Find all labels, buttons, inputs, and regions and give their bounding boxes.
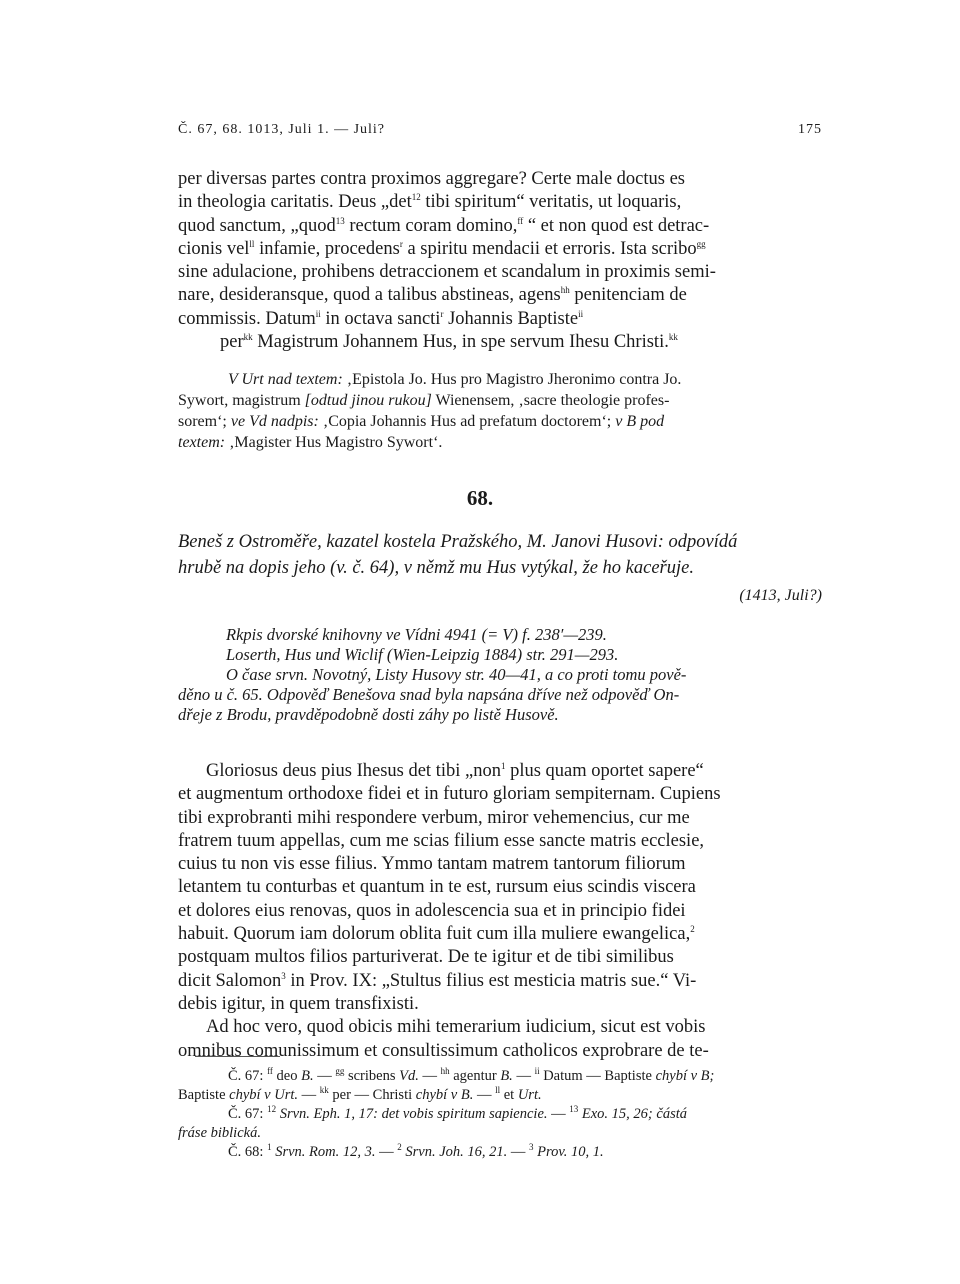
source-line: děno u č. 65. Odpověď Benešova snad byla napsána dříve než odpověď On- (178, 685, 680, 704)
text-line: debis igitur, in quem transfixisti. (178, 993, 419, 1014)
page-number: 175 (798, 122, 822, 137)
title-line: Beneš z Ostroměře, kazatel kostela Pražského, M. Janovi Husovi: odpovídá (178, 532, 738, 552)
text-line: et dolores eius renovas, quos in adolescencia sua et in principio fidei (178, 900, 686, 921)
letter-68-text (178, 760, 822, 1063)
signature-line: per$^{kk}$ Magistrum Johannem Hus, in spe servum Ihesu Christi.$^{kk}$ (220, 331, 678, 353)
text-line: nare, desideransque, quod a talibus abstineas, agens$^{hh}$ penitenciam de (178, 285, 687, 306)
sources-block (178, 625, 822, 725)
header-reference: Č. 67, 68. 1013, Juli 1. — Juli? (178, 122, 386, 137)
text-line: quod sanctum, „quod$^{13}$ rectum coram domino,$^{ff}$ “ et non quod est detrac- (178, 215, 710, 236)
document-number: 68. (466, 486, 494, 510)
text-line: dicit Salomon$^3$ in Prov. IX: „Stultus filius est mesticia matris sue.“ Vi- (178, 970, 697, 991)
text-line: cuius tu non vis esse filius. Ymmo tantam matrem tantorum filiorum (178, 854, 686, 875)
footnote-line: Č. 67: $^{12}$ Srvn. Eph. 1, 17: det vobis spiritum sapiencie. — $^{13}$ Exo. 15, 26; částá (228, 1104, 687, 1122)
text-line: fratrem tuum appellas, cum me scias filium esse sancte matris ecclesie, (178, 830, 705, 851)
text-line: letantem tu conturbas et quantum in te est, rursum eius scindis viscera (178, 877, 696, 898)
text-line: cionis vel$^{ll}$ infamie, procedens$^r$ a spiritu mendacii et erroris. Ista scribo$^{gg}$ (178, 238, 706, 259)
text-line: tibi exprobranti mihi respondere verbum, miror vehemencius, cur me (178, 807, 690, 828)
letter-67-text (178, 168, 822, 354)
text-line: omnibus comunissimum et consultissimum catholicos exprobrare de te- (178, 1040, 709, 1061)
footnotes (178, 1067, 822, 1162)
source-line: Loserth, Hus und Wiclif (Wien-Leipzig 1884) str. 291—293. (226, 645, 619, 664)
footnote-line: Č. 68: $^1$ Srvn. Rom. 12, 3. — $^2$ Srvn. Joh. 16, 21. — $^3$ Prov. 10, 1. (228, 1142, 604, 1160)
text-line: Gloriosus deus pius Ihesus det tibi „non$^1$ plus quam oportet sapere“ (206, 760, 704, 781)
text-line: postquam multos filios parturiverat. De te igitur et de tibi similibus (178, 947, 674, 968)
note-line: textem: ‚Magister Hus Magistro Sywort‘. (178, 434, 443, 451)
source-line: O čase srvn. Novotný, Listy Husovy str. 40—41, a co proti tomu pově- (226, 665, 687, 684)
text-line: commissis. Datum$^{ii}$ in octava sancti$^r$ Johannis Baptiste$^{ii}$ (178, 308, 584, 329)
footnote-divider (195, 1056, 280, 1057)
note-line: Sywort, magistrum [odtud jinou rukou] Wienensem, ‚sacre theologie profes- (178, 392, 670, 409)
title-line: hrubě na dopis jeho (v. č. 64), v němž mu Hus vytýkal, že ho kaceřuje. (178, 558, 694, 578)
source-line: Rkpis dvorské knihovny ve Vídni 4941 (= V) f. 238′—239. (226, 625, 607, 644)
text-line: sine adulacione, prohibens detraccionem et scandalum in proximis semi- (178, 262, 716, 283)
note-line: sorem‘; ve Vd nadpis: ‚Copia Johannis Hus ad prefatum doctorem‘; v B pod (178, 413, 665, 430)
document-date: (1413, Juli?) (739, 587, 822, 604)
text-line: et augmentum orthodoxe fidei et in futuro gloriam sempiternam. Cupiens (178, 784, 721, 805)
text-line: Ad hoc vero, quod obicis mihi temerarium iudicium, sicut est vobis (206, 1017, 706, 1038)
source-line: dřeje z Brodu, pravděpodobně dosti záhy po listě Husově. (178, 705, 559, 724)
footnote-line: fráse biblická. (178, 1125, 261, 1141)
footnote-line: Baptiste chybí v Urt. — $^{kk}$ per — Christi chybí v B. — $^{ll}$ et Urt. (178, 1085, 542, 1103)
manuscript-notes-67 (178, 369, 822, 453)
text-line: per diversas partes contra proximos aggregare? Certe male doctus es (178, 169, 686, 189)
footnote-line: Č. 67: $^{ff}$ deo B. — $^{gg}$ scribens Vd. — $^{hh}$ agentur B. — $^{ii}$ Datum — Baptiste chybí v B; (228, 1066, 715, 1084)
text-line: in theologia caritatis. Deus $„\det^{12}$ tibi spiritum“ veritatis, ut loquaris, (178, 192, 682, 213)
document-title (178, 529, 822, 581)
note-line: V Urt nad textem: ‚Epistola Jo. Hus pro Magistro Jheronimo contra Jo. (228, 371, 682, 388)
text-line: habuit. Quorum iam dolorum oblita fuit cum illa muliere ewangelica,$^2$ (178, 923, 695, 945)
